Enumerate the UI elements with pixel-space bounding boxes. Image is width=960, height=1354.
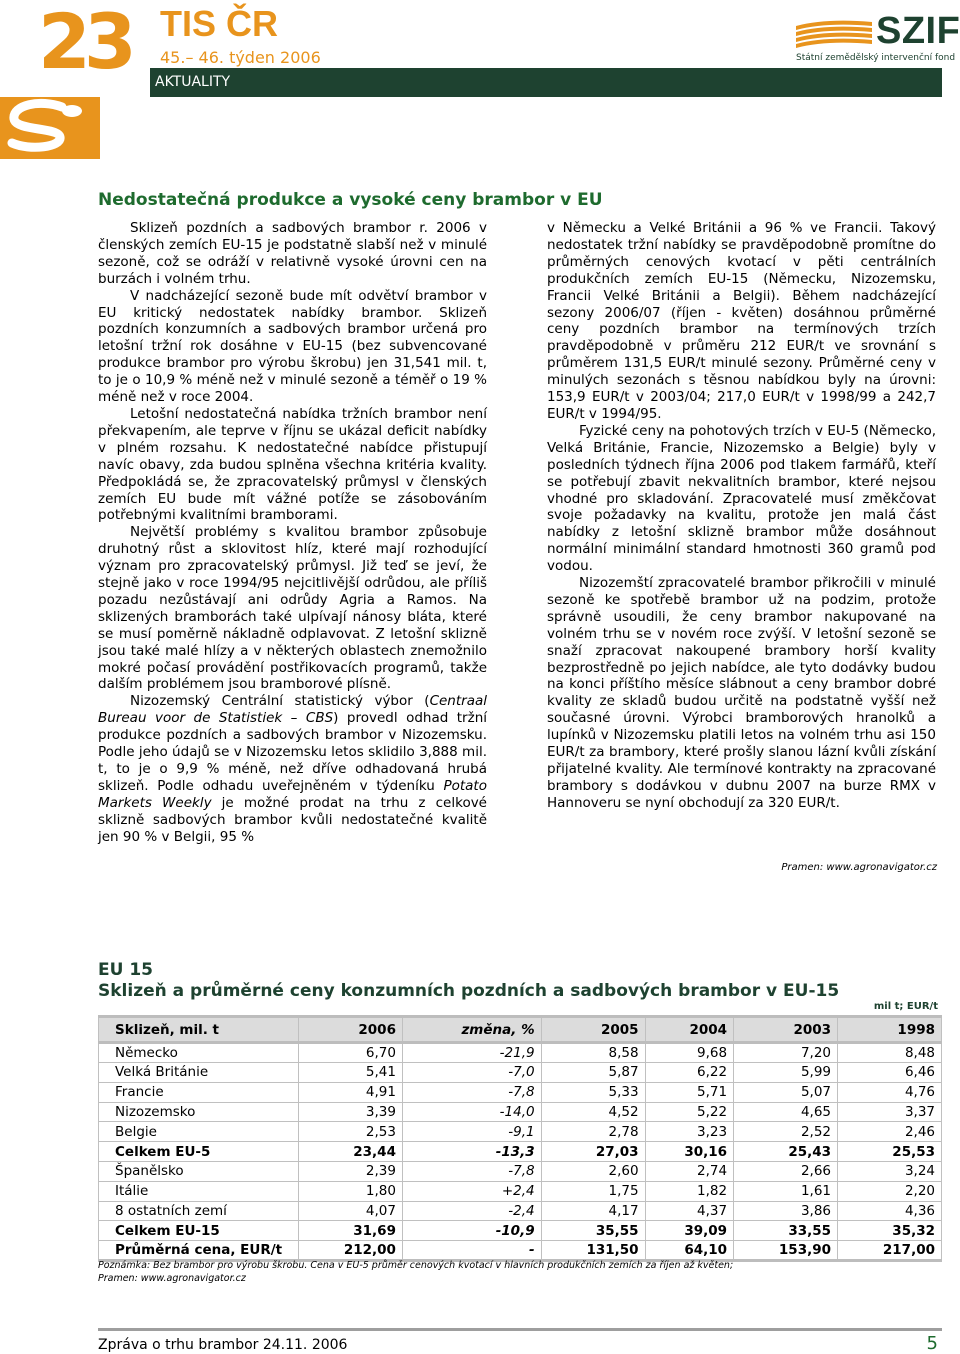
table-cell: 33,55 [734, 1221, 838, 1241]
table-cell: 3,37 [838, 1102, 942, 1122]
table-row [99, 1063, 942, 1083]
data-table [98, 1015, 942, 1262]
table-cell: 5,99 [734, 1063, 838, 1083]
page-header [0, 0, 960, 160]
table-row [99, 1201, 942, 1221]
article-paragraph: V nadcházející sezoně bude mít odvětví brambor v EU kritický nedostatek nabídky brambor. Sklizeň pozdních konzumních a sadbových brambor určená pro letošní tržní rok dosáhne v EU-15 (bez subvencované produkce brambor pro výrobu škrobu) jen 31,541 mil. t, to je o 10,9 % méně než v minulé sezoně a téměř o 19 % méně než v roce 2004. [98, 287, 487, 406]
table-header-cell: 2003 [734, 1017, 838, 1043]
row-label-cell: Velká Británie [99, 1063, 299, 1083]
page-number: 5 [926, 1333, 938, 1354]
table-cell: -7,0 [402, 1063, 541, 1083]
row-label-cell: Německo [99, 1043, 299, 1063]
table-cell: 9,68 [645, 1043, 733, 1063]
article-paragraph: v Německu a Velké Británii a 96 % ve Francii. Takový nedostatek tržní nabídky se pravděpodobně promítne do průměrných cenových kvotací v pěti centrálních produkčních zemích EU-15 (Německu, Nizozemsku, Francii Velké Británii a Belgii). Během nadcházející sezony 2006/07 (říjen - květen) dosáhnou průměrné ceny pozdních brambor na termínových trzích pravděpodobně v průměru 212 EUR/t ve srovnání s průměrem 131,5 EUR/t minulé sezony. Průměrné ceny v minulých sezonách s těsnou nabídkou byly na úrovni: 153,9 EUR/t v 2003/04; 217,0 EUR/t v 1998/99 a 242,7 EUR/t v 1994/95. [547, 220, 936, 422]
table-cell: 64,10 [645, 1241, 733, 1261]
row-label-cell: Nizozemsko [99, 1102, 299, 1122]
table-cell: 5,22 [645, 1102, 733, 1122]
table-cell: 153,90 [734, 1241, 838, 1261]
table-cell: 30,16 [645, 1142, 733, 1162]
issue-number: 23 [38, 0, 130, 86]
table-cell: -21,9 [402, 1043, 541, 1063]
table-cell: 2,60 [541, 1161, 645, 1181]
article-paragraph: Sklizeň pozdních a sadbových brambor r. 2006 v členských zemích EU-15 je podstatně slabší než v minulé sezoně, což se odráží v relativně vysoké úrovni cen na burzách i volném trhu. [98, 220, 487, 287]
table-cell: 1,82 [645, 1181, 733, 1201]
row-label-cell: Celkem EU-15 [99, 1221, 299, 1241]
table-cell: 2,20 [838, 1181, 942, 1201]
table-cell: 27,03 [541, 1142, 645, 1162]
table-row [99, 1221, 942, 1241]
note-text: Poznámka: Bez brambor pro výrobu škrobu. Cena v EU-5 průměr cenových kvotací v hlavních produkčních zemích za říjen až květen; [98, 1260, 734, 1271]
row-label-cell: Španělsko [99, 1161, 299, 1181]
table-cell: 212,00 [299, 1241, 403, 1261]
section-label: AKTUALITY [155, 74, 231, 90]
table-cell: -2,4 [402, 1201, 541, 1221]
s-logo-icon [0, 97, 100, 159]
table-header-cell: 1998 [838, 1017, 942, 1043]
table-cell: 1,80 [299, 1181, 403, 1201]
table-cell: -9,1 [402, 1122, 541, 1142]
table-cell: 31,69 [299, 1221, 403, 1241]
footer-divider [98, 1328, 942, 1331]
table-cell: 8,58 [541, 1043, 645, 1063]
table-cell: 1,61 [734, 1181, 838, 1201]
table-cell: 6,46 [838, 1063, 942, 1083]
table-cell: 25,43 [734, 1142, 838, 1162]
table-header-cell: Sklizeň, mil. t [99, 1017, 299, 1043]
agency-full-name: Státní zemědělský intervenční fond [796, 53, 956, 63]
szif-logo-icon [796, 18, 872, 48]
table-cell: 4,52 [541, 1102, 645, 1122]
table-header-cell: změna, % [402, 1017, 541, 1043]
article-title: Nedostatečná produkce a vysoké ceny brambor v EU [98, 190, 603, 210]
footer-text: Zpráva o trhu brambor 24.11. 2006 [98, 1337, 348, 1353]
table-unit: mil t; EUR/t [873, 1001, 938, 1012]
table-cell: 2,53 [299, 1122, 403, 1142]
table-row [99, 1241, 942, 1261]
text-run: ) provedl odhad tržní produkce pozdních a sadbových brambor v Nizozemsku. Podle jeho údajů se v Nizozemsku letos sklidilo 3,888 mil. t, to je o 9,9 % méně, než dříve odhadovaná hrubá sklizeň. Podle odhadu uveřejněném v týdeníku [98, 710, 488, 794]
table-cell: 4,07 [299, 1201, 403, 1221]
table-header-row [99, 1017, 942, 1043]
table-cell: 39,09 [645, 1221, 733, 1241]
table-cell: 4,37 [645, 1201, 733, 1221]
table-cell: 217,00 [838, 1241, 942, 1261]
table-cell: 2,39 [299, 1161, 403, 1181]
article-paragraph: Letošní nedostatečná nabídka tržních brambor není překvapením, ale teprve v říjnu se ukázal deficit nabídky v plném rozsahu. K nedostatečné nabídce přistupují navíc obavy, zda budou splněna všechna kritéria kvality. Předpokládá se, že zpracovatelský průmysl v členských zemích EU bude mít vážné potíže se zásobováním potřebnými kvalitními bramborami. [98, 405, 487, 524]
table-cell: -7,8 [402, 1082, 541, 1102]
table-cell: -10,9 [402, 1221, 541, 1241]
article-paragraph [98, 693, 487, 845]
table-cell: -14,0 [402, 1102, 541, 1122]
table-header-cell: 2004 [645, 1017, 733, 1043]
row-label-cell: 8 ostatních zemí [99, 1201, 299, 1221]
table-cell: 4,76 [838, 1082, 942, 1102]
row-label-cell: Francie [99, 1082, 299, 1102]
table-cell: -13,3 [402, 1142, 541, 1162]
table-cell: 23,44 [299, 1142, 403, 1162]
article-paragraph: Největší problémy s kvalitou brambor způsobuje druhotný růst a sklovitost hlíz, které mají rozhodující význam pro zpracovatelský průmysl. Již teď se jeví, že stejně jako v roce 1994/95 nejcitlivější odrůdou, ale příliš pozadu nezůstávají ani odrůdy Agria a Ramos. Na sklizených bramborách také ulpívají nánosy bláta, které se musí poměrně nákladně odplavovat. Z letošní sklizně jsou také malé hlízy a v některých oblastech znemožnilo mokré počasí provádění postřikovacích programů, takže dalším problémem jsou bramborové plísně. [98, 524, 487, 693]
table-row [99, 1043, 942, 1063]
table-cell: +2,4 [402, 1181, 541, 1201]
table-cell: 25,53 [838, 1142, 942, 1162]
table-cell: - [402, 1241, 541, 1261]
table-note [98, 1260, 733, 1285]
table-cell: 4,36 [838, 1201, 942, 1221]
table-cell: 2,66 [734, 1161, 838, 1181]
row-label-cell: Průměrná cena, EUR/t [99, 1241, 299, 1261]
table-cell: 2,78 [541, 1122, 645, 1142]
article-paragraph: Nizozemští zpracovatelé brambor přikročili v minulé sezoně ke spotřebě brambor už na podzim, protože správně usoudili, že ceny brambor nakupované na volném trhu se v novém roce zvýší. V letošní sezoně se snaží zpracovat nakoupené brambory horší kvality bezprostředně po jejich nabídce, ale tyto dodávky budou na konci příštího měsíce slábnout a ceny brambor dobré kvality ze skladů budou určitě na podstatně vyšší než současné úrovni. Výrobci bramborových hranolků a lupínků v Nizozemsku platili letos na volném trhu asi 150 EUR/t za brambory, které prošly slanou lázní kvůli získání přijatelné kvality. Ale termínové kontrakty na zpracované brambory s dodávkou v dubnu 2007 na burze RMX v Hannoveru se nyní obchodují za 320 EUR/t. [547, 575, 936, 811]
row-label-cell: Belgie [99, 1122, 299, 1142]
table-cell: 5,07 [734, 1082, 838, 1102]
text-run: Nizozemský Centrální statistický výbor ( [130, 693, 430, 710]
table-cell: 3,86 [734, 1201, 838, 1221]
section-bar [150, 68, 942, 97]
table-header-cell: 2006 [299, 1017, 403, 1043]
table-cell: 5,71 [645, 1082, 733, 1102]
table-cell: 2,46 [838, 1122, 942, 1142]
table-cell: 131,50 [541, 1241, 645, 1261]
table-number: EU 15 [98, 960, 153, 980]
table-cell: 1,75 [541, 1181, 645, 1201]
table-cell: 5,41 [299, 1063, 403, 1083]
table-row [99, 1082, 942, 1102]
table-cell: 7,20 [734, 1043, 838, 1063]
table-cell: 2,74 [645, 1161, 733, 1181]
emphasis-text: Potato Markets Weekly [98, 777, 487, 811]
table-cell: 8,48 [838, 1043, 942, 1063]
emphasis-text: Centraal Bureau voor de Statistiek – CBS [98, 693, 487, 727]
table-row [99, 1161, 942, 1181]
table-title: Sklizeň a průměrné ceny konzumních pozdních a sadbových brambor v EU-15 [98, 981, 840, 1001]
table-row [99, 1102, 942, 1122]
table-cell: 6,22 [645, 1063, 733, 1083]
text-run: je možné prodat na trhu z celkové sklizně sadbových brambor kvůli nedostatečné kvalitě jen 90 % v Belgii, 95 % [98, 794, 487, 845]
brand-title: TIS ČR [160, 3, 279, 44]
table-cell: 2,52 [734, 1122, 838, 1142]
table-cell: 35,55 [541, 1221, 645, 1241]
table-cell: 4,65 [734, 1102, 838, 1122]
table-header-cell: 2005 [541, 1017, 645, 1043]
table-row [99, 1142, 942, 1162]
note-source: Pramen: www.agronavigator.cz [98, 1272, 246, 1284]
table-row [99, 1122, 942, 1142]
article-source: Pramen: www.agronavigator.cz [781, 862, 937, 873]
table-body [99, 1043, 942, 1261]
article-column-left [98, 220, 487, 846]
table-cell: 6,70 [299, 1043, 403, 1063]
table-cell: -7,8 [402, 1161, 541, 1181]
table-cell: 5,87 [541, 1063, 645, 1083]
table-cell: 3,39 [299, 1102, 403, 1122]
article-paragraph: Fyzické ceny na pohotových trzích v EU-5 (Německo, Velká Británie, Francie, Nizozemsko a Belgie) byly v posledních týdnech října 2006 pod tlakem farmářů, kteří se potřebují zbavit nekvalitních brambor, které nejsou vhodné pro skladování. Zpracovatelé musí změkčovat svoje požadavky na kvalitu, protože jen malá část nabídky z letošní sklizně brambor může dosáhnout normální minimální standard hmotnosti 360 gramů pod vodou. [547, 422, 936, 575]
table-cell: 4,17 [541, 1201, 645, 1221]
table-cell: 35,32 [838, 1221, 942, 1241]
agency-logo-text: SZIF [876, 10, 960, 52]
table-cell: 4,91 [299, 1082, 403, 1102]
row-label-cell: Celkem EU-5 [99, 1142, 299, 1162]
table-cell: 3,23 [645, 1122, 733, 1142]
issue-weeks: 45.– 46. týden 2006 [160, 48, 321, 67]
table-cell: 3,24 [838, 1161, 942, 1181]
table-row [99, 1181, 942, 1201]
article-column-right [547, 220, 936, 812]
table-cell: 5,33 [541, 1082, 645, 1102]
row-label-cell: Itálie [99, 1181, 299, 1201]
